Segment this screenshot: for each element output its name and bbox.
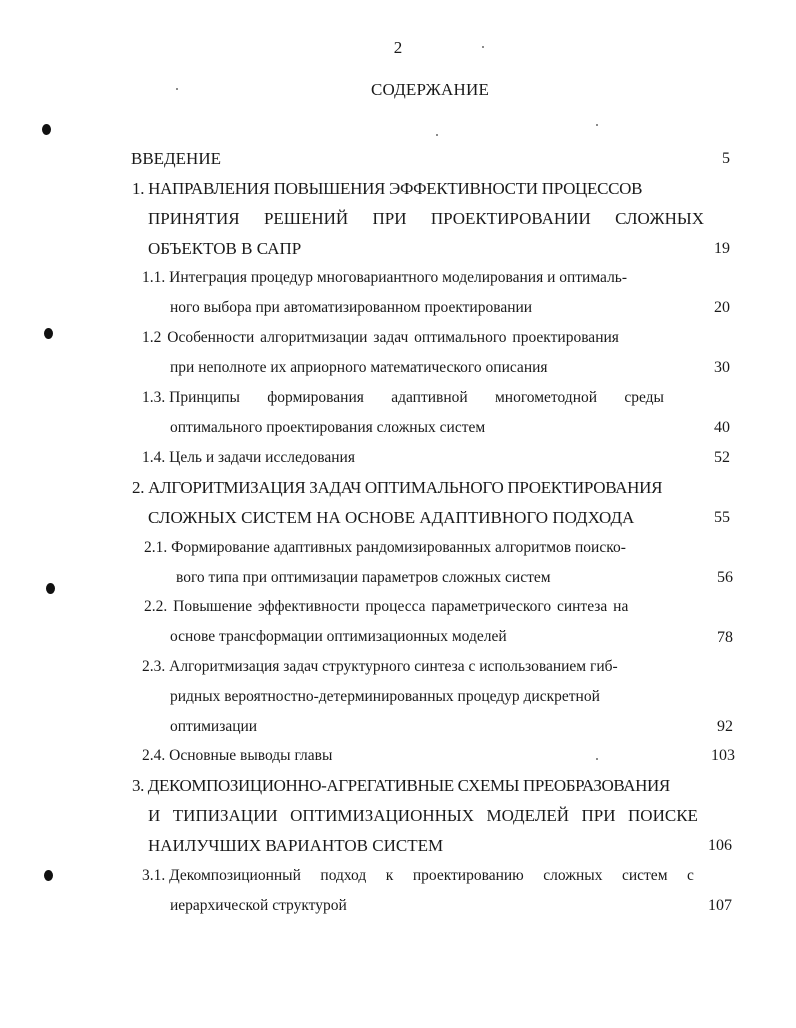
toc-s2-1-line1: 2.1. Формирование адаптивных рандомизированных алгоритмов поиско- bbox=[144, 539, 626, 556]
toc-s2-4-page: 103 bbox=[711, 747, 735, 764]
binder-hole bbox=[44, 870, 53, 881]
scan-speck bbox=[596, 124, 598, 126]
binder-hole bbox=[44, 328, 53, 339]
toc-s1-2-line2: при неполноте их априорного математического описания bbox=[170, 359, 548, 376]
toc-s2-2-line1: 2.2. Повышение эффективности процесса параметрического синтеза на bbox=[144, 598, 629, 615]
toc-s3-1-line1: 3.1. Декомпозиционный подход к проектированию сложных систем с bbox=[142, 867, 694, 884]
toc-s2-3-line3: оптимизации bbox=[170, 718, 258, 735]
toc-ch1-line3: ОБЪЕКТОВ В САПР bbox=[148, 239, 302, 258]
toc-s2-3-line2: ридных вероятностно-детерминированных процедур дискретной bbox=[170, 688, 600, 705]
toc-ch1-page: 19 bbox=[714, 240, 730, 257]
toc-s1-3-line2: оптимального проектирования сложных систем bbox=[170, 419, 486, 436]
toc-ch3-page: 106 bbox=[708, 837, 732, 854]
toc-s2-3-page: 92 bbox=[717, 718, 733, 735]
toc-s3-1-page: 107 bbox=[708, 897, 732, 914]
scan-speck bbox=[596, 758, 598, 760]
toc-s2-3-line1: 2.3. Алгоритмизация задач структурного синтеза с использованием гиб- bbox=[142, 658, 618, 675]
page-number: 2 bbox=[393, 38, 403, 57]
toc-ch2-line1: 2. АЛГОРИТМИЗАЦИЯ ЗАДАЧ ОПТИМАЛЬНОГО ПРОЕКТИРОВАНИЯ bbox=[132, 478, 663, 497]
toc-s1-3-line1: 1.3. Принципы формирования адаптивной многометодной среды bbox=[142, 389, 664, 406]
toc-ch3-line2: И ТИПИЗАЦИИ ОПТИМИЗАЦИОННЫХ МОДЕЛЕЙ ПРИ ПОИСКЕ bbox=[148, 806, 698, 825]
toc-intro: ВВЕДЕНИЕ bbox=[131, 149, 221, 168]
toc-s2-2-page: 78 bbox=[717, 629, 733, 646]
toc-s2-1-page: 56 bbox=[717, 569, 733, 586]
toc-s1-1-page: 20 bbox=[714, 299, 730, 316]
toc-ch1-line2: ПРИНЯТИЯ РЕШЕНИЙ ПРИ ПРОЕКТИРОВАНИИ СЛОЖНЫХ bbox=[148, 209, 704, 228]
toc-s2-2-line2: основе трансформации оптимизационных моделей bbox=[170, 628, 507, 645]
toc-s1-4: 1.4. Цель и задачи исследования bbox=[142, 449, 355, 466]
toc-ch3-line3: НАИЛУЧШИХ ВАРИАНТОВ СИСТЕМ bbox=[148, 836, 444, 855]
toc-s1-2-line1: 1.2 Особенности алгоритмизации задач оптимального проектирования bbox=[142, 329, 619, 346]
toc-s1-1-line2: ного выбора при автоматизированном проектировании bbox=[170, 299, 533, 316]
scan-speck bbox=[436, 134, 438, 136]
toc-s1-4-page: 52 bbox=[714, 449, 730, 466]
toc-s3-1-line2: иерархической структурой bbox=[170, 897, 347, 914]
toc-intro-page: 5 bbox=[722, 150, 730, 167]
toc-title: СОДЕРЖАНИЕ bbox=[370, 80, 490, 99]
toc-s1-3-page: 40 bbox=[714, 419, 730, 436]
toc-ch1-line1: 1. НАПРАВЛЕНИЯ ПОВЫШЕНИЯ ЭФФЕКТИВНОСТИ ПРОЦЕССОВ bbox=[132, 179, 643, 198]
toc-s2-1-line2: вого типа при оптимизации параметров сложных систем bbox=[176, 569, 551, 586]
toc-s1-2-page: 30 bbox=[714, 359, 730, 376]
toc-ch3-line1: 3. ДЕКОМПОЗИЦИОННО-АГРЕГАТИВНЫЕ СХЕМЫ ПРЕОБРАЗОВАНИЯ bbox=[132, 776, 670, 795]
toc-ch2-line2: СЛОЖНЫХ СИСТЕМ НА ОСНОВЕ АДАПТИВНОГО ПОДХОДА bbox=[148, 508, 635, 527]
toc-s2-4: 2.4. Основные выводы главы bbox=[142, 747, 333, 764]
toc-ch2-page: 55 bbox=[714, 509, 730, 526]
binder-hole bbox=[46, 583, 55, 594]
toc-s1-1-line1: 1.1. Интеграция процедур многовариантного моделирования и оптималь- bbox=[142, 269, 628, 286]
binder-hole bbox=[42, 124, 51, 135]
